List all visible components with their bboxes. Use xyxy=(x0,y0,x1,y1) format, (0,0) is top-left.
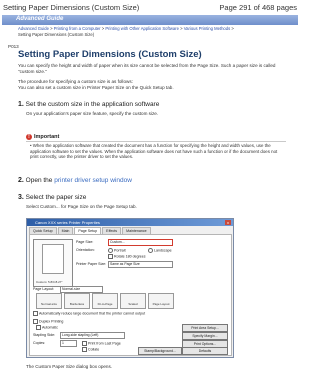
auto-reduce-label: Automatically reduce large document that the printer cannot output xyxy=(39,311,146,316)
duplex-automatic-checkbox[interactable] xyxy=(36,325,58,330)
defaults-button[interactable]: Defaults xyxy=(182,347,228,355)
print-from-last-label: Print from Last Page xyxy=(88,341,121,346)
alt-text: You can also set a custom size in Printer Paper Size on the Quick Setup tab. xyxy=(18,85,174,90)
breadcrumb-separator: > xyxy=(50,26,53,31)
layout-label: Scaled xyxy=(128,302,138,306)
step-3-desc: Select Custom... for Page Size on the Page Setup tab. xyxy=(26,204,137,209)
page-layout-label: Page Layout: xyxy=(33,287,55,291)
dialog-tabs xyxy=(27,226,233,234)
radio-icon xyxy=(108,248,113,253)
specify-margin-button[interactable]: Specify Margin... xyxy=(182,332,228,340)
breadcrumb xyxy=(18,26,288,38)
printer-paper-select[interactable]: Same as Page Size xyxy=(108,261,173,268)
orientation-label: Orientation: xyxy=(76,248,95,252)
stapling-side-select[interactable]: Long-side stapling (Left) xyxy=(60,332,125,339)
collate-label: Collate xyxy=(88,347,100,352)
page-size-select[interactable]: Custom... xyxy=(108,239,173,246)
breadcrumb-current: Setting Paper Dimensions (Custom Size) xyxy=(18,32,95,37)
print-area-setup-button[interactable]: Print Area Setup... xyxy=(182,324,228,332)
dialog-title: Canon XXX series Printer Properties xyxy=(35,220,100,225)
checkbox-icon xyxy=(82,347,87,352)
portrait-label: Portrait xyxy=(114,248,126,253)
layout-label: Borderless xyxy=(69,302,85,306)
step-2 xyxy=(18,177,132,184)
important-heading xyxy=(26,134,59,140)
banner-label: Advanced Guide xyxy=(16,16,64,22)
breadcrumb-link-various-methods[interactable]: Various Printing Methods xyxy=(183,26,231,31)
layout-fit-to-page[interactable] xyxy=(92,293,118,309)
important-divider xyxy=(26,141,286,142)
important-icon: ! xyxy=(26,134,32,140)
landscape-label: Landscape xyxy=(154,248,172,253)
duplex-checkbox[interactable] xyxy=(33,319,63,324)
print-from-last-checkbox[interactable] xyxy=(82,341,121,346)
checkbox-icon xyxy=(108,254,113,259)
step-1 xyxy=(18,101,159,108)
intro-text: You can specify the height and width of paper when its size cannot be selected from the Page Size. Such a paper size is called "custom size." xyxy=(18,63,276,74)
paper-preview xyxy=(33,239,73,287)
copies-label: Copies: xyxy=(33,341,46,345)
checkbox-icon xyxy=(33,311,38,316)
paper-preview-page xyxy=(42,244,64,274)
tab-quick-setup[interactable]: Quick Setup xyxy=(29,227,57,234)
important-text: When the application software that created the document has a function for specifying the height and width values, use the application software to set the values. When the application software does not have such a function or if the document does not print correctly, use the printer driver to set the values. xyxy=(30,143,278,160)
breadcrumb-link-advanced-guide[interactable]: Advanced Guide xyxy=(18,26,49,31)
breadcrumb-link-printing-from-computer[interactable]: Printing from a Computer xyxy=(53,26,101,31)
tab-page-setup[interactable]: Page Setup xyxy=(74,227,101,234)
auto-reduce-checkbox[interactable] xyxy=(33,311,145,316)
radio-icon xyxy=(148,248,153,253)
page-counter: Page 291 of 468 pages xyxy=(219,3,297,12)
rotate-label: Rotate 180 degrees xyxy=(114,254,146,259)
collate-checkbox[interactable] xyxy=(82,347,99,352)
step-number: 1. xyxy=(18,101,24,108)
layout-label: Fit-to-Page xyxy=(97,302,113,306)
step-number: 2. xyxy=(18,177,24,184)
page-layout-select[interactable]: Normal-size xyxy=(60,286,103,293)
layout-label: Normal-size xyxy=(40,302,57,306)
step-text: Select the paper size xyxy=(25,194,87,201)
tab-effects[interactable]: Effects xyxy=(102,227,121,234)
orientation-portrait[interactable] xyxy=(108,248,126,253)
breadcrumb-separator: > xyxy=(180,26,183,31)
checkbox-icon xyxy=(82,341,87,346)
tab-maintenance[interactable]: Maintenance xyxy=(122,227,151,234)
step-text: Open the xyxy=(25,177,55,184)
printer-properties-dialog xyxy=(26,218,234,358)
caption-text: The Custom Paper Size dialog box opens. xyxy=(26,364,113,369)
step-text: Set the custom size in the application software xyxy=(25,101,160,108)
important-body: • When the application software that created the document has a function for specifying the height and width values, use the application software to set the values. When the application software does not have such a function or if the document does not print correctly, use the printer driver to set the values. xyxy=(30,143,278,160)
guide-banner xyxy=(2,15,298,25)
page-size-label: Page Size: xyxy=(76,240,94,244)
doc-title: Setting Paper Dimensions (Custom Size) xyxy=(3,3,140,12)
printer-paper-label: Printer Paper Size: xyxy=(76,262,107,266)
checkbox-icon xyxy=(36,325,41,330)
checkbox-icon xyxy=(33,319,38,324)
print-options-button[interactable]: Print Options... xyxy=(182,340,228,348)
copies-input[interactable]: 1 xyxy=(60,340,77,347)
automatic-label: Automatic xyxy=(42,325,58,330)
breadcrumb-separator: > xyxy=(101,26,105,31)
stapling-side-label: Stapling Side: xyxy=(33,333,56,337)
important-label: Important xyxy=(34,134,60,140)
layout-borderless[interactable] xyxy=(64,293,90,309)
procedure-text: The procedure for specifying a custom size is as follows: xyxy=(18,79,133,84)
stamp-background-button[interactable]: Stamp/Background... xyxy=(138,347,182,355)
page-title: Setting Paper Dimensions (Custom Size) xyxy=(18,49,202,60)
printer-driver-setup-link[interactable]: printer driver setup window xyxy=(54,177,132,184)
tab-main[interactable]: Main xyxy=(58,227,74,234)
preview-size-label: Custom: 5.83×8.27" xyxy=(36,280,63,284)
breadcrumb-separator: > xyxy=(231,26,234,31)
breadcrumb-link-other-software[interactable]: Printing with Other Application Software xyxy=(105,26,179,31)
orientation-landscape[interactable] xyxy=(148,248,172,253)
rotate-180-checkbox[interactable] xyxy=(108,254,146,259)
dialog-titlebar xyxy=(27,219,233,226)
page-code: P013 xyxy=(8,44,19,49)
layout-label: Page Layout xyxy=(152,302,170,306)
step-3 xyxy=(18,194,86,201)
layout-normal-size[interactable] xyxy=(36,293,62,309)
step-number: 3. xyxy=(18,194,24,201)
step-1-desc: On your application's paper size feature, specify the custom size. xyxy=(26,111,159,116)
close-icon[interactable]: x xyxy=(227,220,229,225)
duplex-label: Duplex Printing xyxy=(39,319,64,324)
layout-page-layout[interactable] xyxy=(148,293,174,309)
page-setup-panel xyxy=(29,234,232,356)
layout-scaled[interactable] xyxy=(120,293,146,309)
